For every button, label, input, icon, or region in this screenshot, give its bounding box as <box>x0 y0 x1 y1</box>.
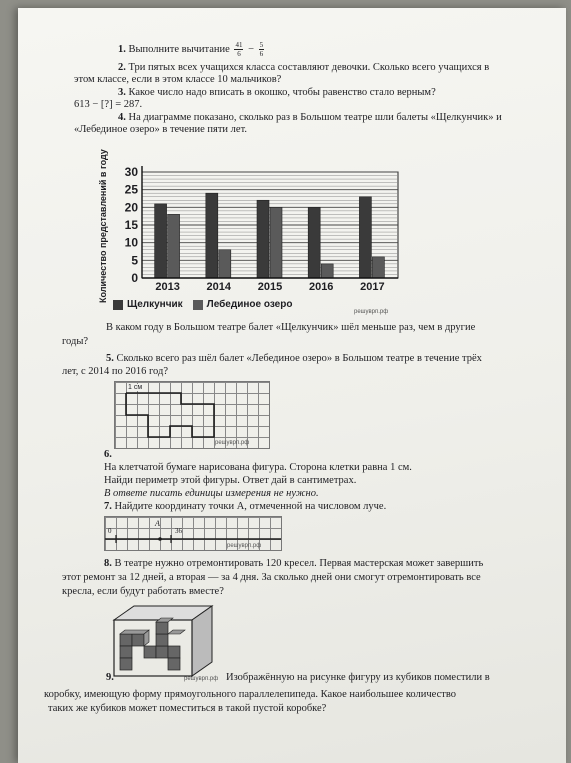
q4-text-1: На диаграмме показано, сколько раз в Большом театре шли балеты «Щелкунчик» и <box>128 112 502 123</box>
fraction-1-denominator: 6 <box>237 50 241 58</box>
q7-number: 7. <box>104 501 112 512</box>
q3-text-1: Какое число надо вписать в окошко, чтобы равенство стало верным? <box>128 87 436 98</box>
fraction-2-denominator: 6 <box>259 50 264 58</box>
q3-number: 3. <box>118 87 126 98</box>
bar-nutcracker-2015 <box>257 200 269 278</box>
question-8-line-2: этот ремонт за 12 дней, а вторая — за 4 дня. За сколько дней они смогут отремонтировать все <box>62 572 481 583</box>
question-2-line-2: этом классе, если в этом классе 10 мальчиков? <box>74 74 282 85</box>
legend-swatch-swan-lake <box>193 300 203 310</box>
y-tick-label: 15 <box>124 218 138 232</box>
legend-label-nutcracker: Щелкунчик <box>127 299 183 310</box>
y-tick-label: 5 <box>131 253 138 268</box>
question-4-ask-2: годы? <box>62 336 89 347</box>
question-8-line-3: кресла, если будут работать вместе? <box>62 586 224 597</box>
question-9-line-2: коробку, имеющую форму прямоугольного параллелепипеда. Какое наибольшее количество <box>44 689 456 700</box>
q8-number: 8. <box>104 558 112 569</box>
bar-nutcracker-2017 <box>359 197 371 278</box>
q6-scale-label: 1 см <box>128 384 143 391</box>
fraction-1 <box>234 41 243 58</box>
x-tick-label-2013: 2013 <box>155 281 180 293</box>
ray-zero-label: 0 <box>108 527 112 535</box>
x-tick-label-2016: 2016 <box>308 281 334 293</box>
watermark-q6: решуврп.рф <box>215 440 250 446</box>
chart-legend <box>113 299 292 310</box>
question-3-equation: 613 − [?] = 287. <box>74 99 143 110</box>
y-tick-label: 0 <box>131 271 138 285</box>
legend-label-swan-lake: Лебединое озеро <box>206 299 293 310</box>
y-tick-label: 20 <box>124 200 138 215</box>
q5-text-1: Сколько всего раз шёл балет «Лебединое озеро» в Большом театре в течение трёх <box>116 353 482 364</box>
watermark-q7: решуврп.рф <box>227 543 262 549</box>
x-tick-label-2015: 2015 <box>257 281 283 293</box>
q9-cubes-in-box-figure <box>104 602 219 682</box>
question-6-line-1: На клетчатой бумаге нарисована фигура. Сторона клетки равна 1 см. <box>104 462 412 473</box>
q4-number: 4. <box>118 112 126 123</box>
q9-number: 9. <box>106 672 114 683</box>
q8-text-1: В театре нужно отремонтировать 120 кресел. Первая мастерская может завершить <box>114 558 484 569</box>
question-6-line-2: Найди периметр этой фигуры. Ответ дай в сантиметрах. <box>104 475 357 486</box>
y-tick-label: 10 <box>124 235 138 250</box>
question-4-line-2: «Лебединое озеро» в течение пяти лет. <box>74 124 248 135</box>
question-2-line-1 <box>118 62 489 74</box>
bar-swan-lake-2016 <box>321 264 333 278</box>
bar-swan-lake-2013 <box>168 214 180 278</box>
ray-mark-label: 36 <box>175 527 182 535</box>
y-tick-label: 25 <box>124 182 138 197</box>
bar-nutcracker-2013 <box>155 204 167 278</box>
bar-swan-lake-2015 <box>270 207 282 278</box>
x-tick-label-2014: 2014 <box>206 281 232 293</box>
y-tick-label: 30 <box>124 165 138 179</box>
q7-text: Найдите координату точки А, отмеченной на числовом луче. <box>114 501 387 512</box>
fraction-1-numerator: 41 <box>235 41 243 49</box>
q6-number: 6. <box>104 449 112 460</box>
bar-chart <box>98 138 408 318</box>
question-5-line-2: лет, с 2014 по 2016 год? <box>62 366 168 377</box>
q7-number-ray <box>104 516 282 551</box>
chart-plot <box>98 138 408 298</box>
q2-number: 2. <box>118 62 126 73</box>
question-9-line-1: Изображённую на рисунке фигуру из кубиков поместили в <box>226 672 490 683</box>
q2-text-1: Три пятых всех учащихся класса составляют девочки. Сколько всего учащихся в <box>128 62 490 73</box>
q6-grid-figure <box>114 381 270 449</box>
question-7 <box>104 501 386 513</box>
q5-number: 5. <box>106 353 114 364</box>
watermark-q9: решуврп.рф <box>184 676 219 682</box>
worksheet-page <box>18 8 566 763</box>
question-3-line-1 <box>118 87 436 99</box>
q1-number: 1. <box>118 43 126 55</box>
legend-swatch-nutcracker <box>113 300 123 310</box>
chart-y-axis-label: Количество представлений в году <box>98 149 108 303</box>
x-tick-label-2017: 2017 <box>360 281 385 293</box>
bar-nutcracker-2016 <box>308 207 320 278</box>
bar-nutcracker-2014 <box>206 193 218 278</box>
watermark-chart: решуврп.рф <box>354 309 389 315</box>
q1-text: Выполните вычитание <box>128 43 230 55</box>
question-8-line-1 <box>104 558 483 570</box>
fraction-2 <box>259 41 265 58</box>
question-1 <box>118 41 266 58</box>
question-4-line-1 <box>118 112 502 124</box>
question-6-line-3: В ответе писать единицы измерения не нужно. <box>104 488 319 499</box>
minus-sign: − <box>248 43 255 55</box>
point-a-label: A <box>155 519 160 528</box>
bar-swan-lake-2014 <box>219 250 231 278</box>
question-5-line-1 <box>106 353 482 365</box>
bar-swan-lake-2017 <box>372 257 384 278</box>
fraction-2-numerator: 5 <box>259 41 264 49</box>
q6-polygon <box>115 382 269 448</box>
question-9-line-3: таких же кубиков может поместиться в такой пустой коробке? <box>48 703 327 714</box>
question-4-ask-1: В каком году в Большом театре балет «Щелкунчик» шёл меньше раз, чем в другие <box>106 322 476 333</box>
